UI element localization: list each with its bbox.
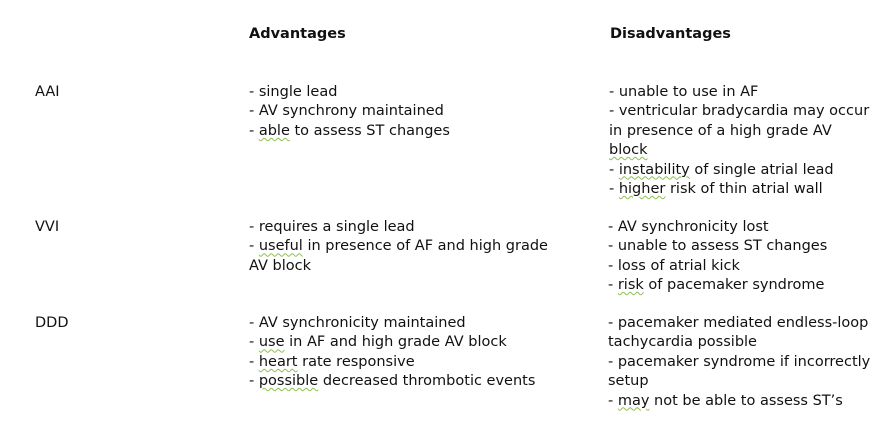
row-label-aai: AAI xyxy=(35,84,60,100)
bullet-text: - requires a single lead xyxy=(249,219,415,235)
bullet-item xyxy=(249,333,589,352)
bullet-text: - xyxy=(249,238,259,255)
bullet-text: in AF and high grade AV block xyxy=(284,334,507,351)
spellcheck-flagged-word: use xyxy=(258,334,285,351)
bullet-text: - AV synchronicity maintained xyxy=(249,315,466,331)
header-advantages: Advantages xyxy=(249,26,346,42)
spellcheck-flagged-word: instability xyxy=(618,161,690,178)
bullet-text: to assess ST changes xyxy=(289,122,450,139)
bullet-item xyxy=(609,83,871,102)
bullet-text: - xyxy=(608,392,618,409)
bullet-item xyxy=(249,237,549,276)
bullet-item xyxy=(249,372,589,391)
bullet-text: rate responsive xyxy=(297,353,415,370)
spellcheck-flagged-word: block xyxy=(609,142,648,159)
bullet-item xyxy=(608,392,873,411)
spellcheck-flagged-word: possible xyxy=(258,373,319,390)
spellcheck-flagged-word: able xyxy=(258,122,290,139)
bullet-text: in presence of AF and high grade AV block xyxy=(249,238,548,274)
vvi-disadvantages xyxy=(608,218,878,296)
bullet-item xyxy=(608,353,873,392)
bullet-item xyxy=(608,257,878,276)
bullet-text: - AV synchrony maintained xyxy=(249,103,444,120)
bullet-text: of single atrial lead xyxy=(689,161,834,178)
aai-advantages xyxy=(249,83,589,141)
bullet-item xyxy=(608,218,878,237)
bullet-text: - single lead xyxy=(249,84,338,100)
bullet-item xyxy=(249,102,589,121)
bullet-item xyxy=(609,161,871,180)
bullet-text: - xyxy=(249,334,259,351)
bullet-text: not be able to assess ST’s xyxy=(649,392,843,409)
bullet-text: - xyxy=(249,373,259,390)
bullet-item xyxy=(609,180,871,199)
aai-disadvantages xyxy=(609,83,871,199)
vvi-advantages xyxy=(249,218,549,276)
bullet-text: - unable to use in AF xyxy=(609,84,759,100)
bullet-item xyxy=(608,314,873,353)
bullet-text: - loss of atrial kick xyxy=(608,257,740,274)
bullet-text: - unable to assess ST changes xyxy=(608,238,828,255)
bullet-text: - xyxy=(609,161,619,178)
bullet-text: - xyxy=(609,181,619,198)
bullet-text: - xyxy=(608,277,618,294)
ddd-advantages xyxy=(249,314,589,392)
bullet-item xyxy=(249,353,589,372)
row-label-ddd: DDD xyxy=(35,315,69,331)
bullet-text: - xyxy=(249,122,259,139)
bullet-text: - AV synchronicity lost xyxy=(608,219,769,235)
spellcheck-flagged-word: may xyxy=(617,392,650,409)
bullet-text: - xyxy=(249,353,259,370)
bullet-item xyxy=(608,237,878,256)
spellcheck-flagged-word: higher xyxy=(618,181,666,198)
bullet-text: - pacemaker mediated endless-loop tachycardia possible xyxy=(608,315,869,351)
bullet-item xyxy=(249,218,549,237)
ddd-disadvantages xyxy=(608,314,873,411)
spellcheck-flagged-word: useful xyxy=(258,238,303,255)
bullet-item xyxy=(249,314,589,333)
bullet-text: - pacemaker syndrome if incorrectly setup xyxy=(608,353,871,390)
bullet-text: - ventricular bradycardia may occur in presence of a high grade AV xyxy=(609,103,870,139)
bullet-text: risk of thin atrial wall xyxy=(665,181,823,198)
bullet-item xyxy=(249,83,589,102)
spellcheck-flagged-word: heart xyxy=(258,353,298,370)
bullet-text: decreased thrombotic events xyxy=(318,373,536,390)
bullet-item xyxy=(249,122,589,141)
spellcheck-flagged-word: risk xyxy=(617,277,644,294)
bullet-text: of pacemaker syndrome xyxy=(643,277,825,294)
row-label-vvi: VVI xyxy=(35,219,60,235)
header-disadvantages: Disadvantages xyxy=(610,26,731,42)
bullet-item xyxy=(609,102,871,160)
bullet-item xyxy=(608,276,878,295)
